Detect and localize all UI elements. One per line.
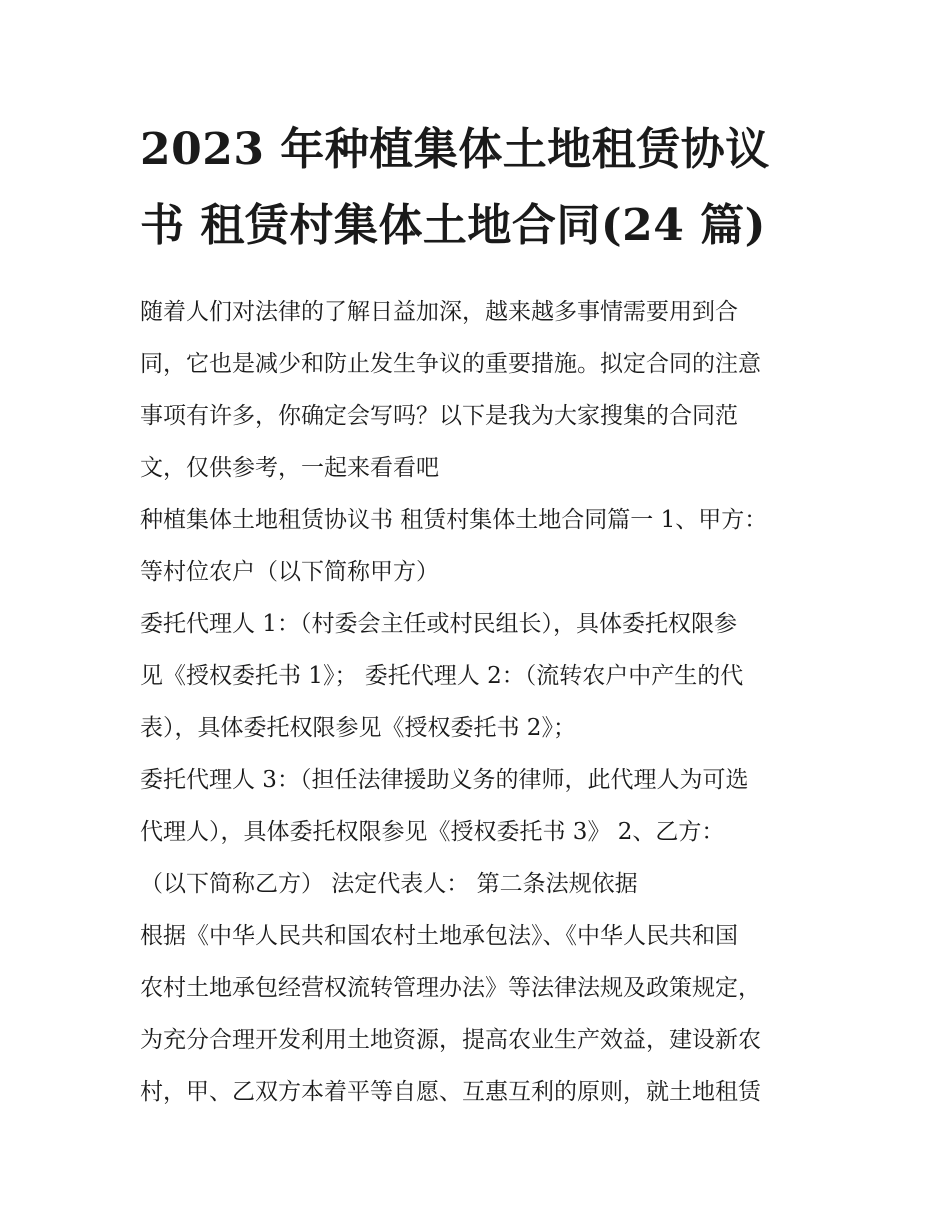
- document-body: [140, 286, 816, 1118]
- text-line: 见《授权委托书 1》； 委托代理人 2：（流转农户中产生的代: [140, 663, 744, 689]
- title-line: 2023 年种植集体土地租赁协议: [140, 124, 770, 175]
- paragraph-legal-basis: [140, 910, 816, 1118]
- text-line: 为充分合理开发利用土地资源，提高农业生产效益，建设新农: [140, 1027, 761, 1053]
- text-line: 委托代理人 3：（担任法律援助义务的律师，此代理人为可选: [140, 767, 749, 793]
- document-page: [140, 112, 816, 1118]
- text-line: 农村土地承包经营权流转管理办法》等法律法规及政策规定，: [140, 975, 761, 1001]
- text-line: 种植集体土地租赁协议书 租赁村集体土地合同篇一 1、甲方：: [140, 507, 768, 533]
- title-line: 书 租赁村集体土地合同(24 篇): [140, 200, 767, 251]
- paragraph-party-a: [140, 494, 816, 598]
- text-line: 同，它也是减少和防止发生争议的重要措施。拟定合同的注意: [140, 351, 761, 377]
- text-line: （以下简称乙方） 法定代表人： 第二条法规依据: [140, 871, 638, 897]
- paragraph-agent-3: [140, 754, 816, 910]
- text-line: 文，仅供参考，一起来看看吧: [140, 455, 439, 481]
- text-line: 根据《中华人民共和国农村土地承包法》、《中华人民共和国: [140, 923, 738, 949]
- paragraph-agents-1-2: [140, 598, 816, 754]
- text-line: 表），具体委托权限参见《授权委托书 2》；: [140, 715, 576, 741]
- text-line: 村，甲、乙双方本着平等自愿、互惠互利的原则，就土地租赁: [140, 1079, 761, 1105]
- text-line: 代理人），具体委托权限参见《授权委托书 3》 2、乙方：: [140, 819, 725, 845]
- document-title: [140, 112, 816, 264]
- text-line: 等村位农户（以下简称甲方）: [140, 559, 439, 585]
- text-line: 事项有许多，你确定会写吗？以下是我为大家搜集的合同范: [140, 403, 738, 429]
- text-line: 委托代理人 1：（村委会主任或村民组长），具体委托权限参: [140, 611, 737, 637]
- text-line: 随着人们对法律的了解日益加深，越来越多事情需要用到合: [140, 299, 738, 325]
- paragraph-intro: [140, 286, 816, 494]
